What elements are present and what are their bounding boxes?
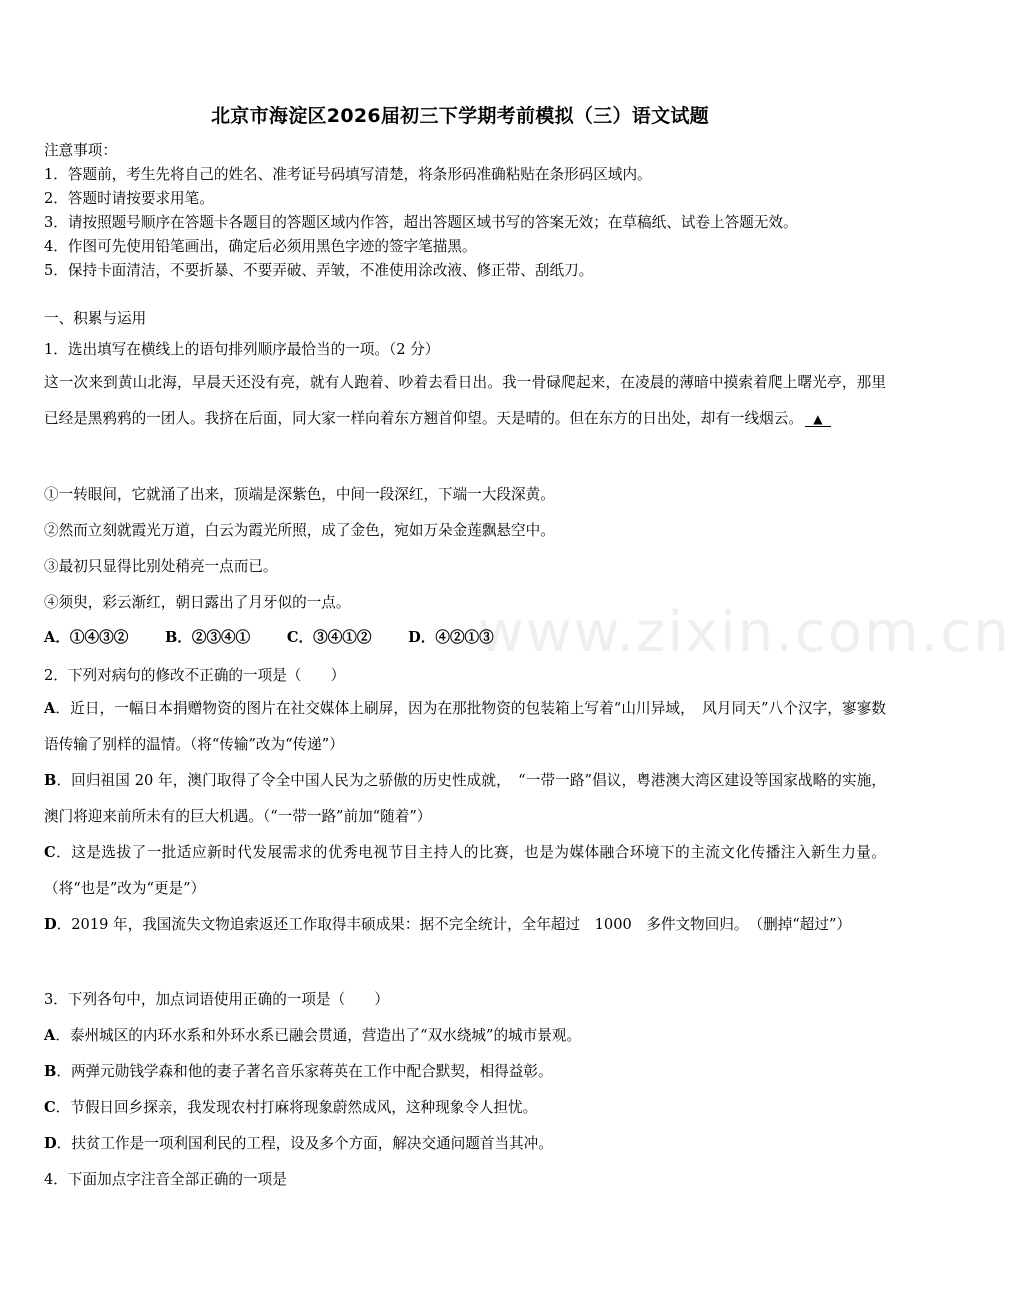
q1-stem: 1．选出填写在横线上的语句排列顺序最恰当的一项。（2 分） bbox=[44, 341, 440, 358]
q2-option-d[interactable]: D．2019 年，我国流失文物追索返还工作取得丰硕成果：据不完全统计，全年超过 1000 多件文物回归。 （删掉“超过”） bbox=[44, 916, 851, 933]
q3-option-b[interactable]: B．两弹元勋钱学森和他的妻子著名音乐家蒋英在工作中配合默契，相得益彰。 bbox=[44, 1063, 553, 1080]
notice-item-5: 5．保持卡面清洁，不要折暴、不要弄破、弄皱，不准使用涂改液、修正带、刮纸刀。 bbox=[44, 262, 594, 279]
q3-stem: 3．下列各句中，加点词语使用正确的一项是（ ） bbox=[44, 991, 389, 1008]
q1-passage-text: 这一次来到黄山北海，早晨天还没有亮，就有人跑着、吵着去看日出。我一骨碌爬起来，在凌晨的薄暗中摸索着爬上曙光亭，那里已经是黑鸦鸦的一团人。我挤在后面，同大家一样向着东方翘首仰望。天是晴的。但在东方的日出处，却有一线烟云。 bbox=[44, 374, 886, 427]
q3-option-a[interactable]: A．泰州城区的内环水系和外环水系已融会贯通，营造出了“双水绕城”的城市景观。 bbox=[44, 1027, 582, 1044]
q3-option-d[interactable]: D．扶贫工作是一项利国利民的工程，设及多个方面，解决交通问题首当其冲。 bbox=[44, 1135, 553, 1152]
notice-item-1: 1．答题前，考生先将自己的姓名、准考证号码填写清楚，将条形码准确粘贴在条形码区域内。 bbox=[44, 166, 652, 183]
notice-item-3: 3．请按照题号顺序在答题卡各题目的答题区域内作答，超出答题区域书写的答案无效；在草稿纸、试卷上答题无效。 bbox=[44, 214, 798, 231]
q1-option-c[interactable]: C．③④①② bbox=[286, 629, 372, 646]
q1-sentence-3: ③最初只显得比别处稍亮一点而已。 bbox=[44, 558, 278, 575]
q4-stem: 4．下面加点字注音全部正确的一项是 bbox=[44, 1171, 287, 1188]
section-heading: 一、积累与运用 bbox=[44, 310, 147, 327]
notice-item-2: 2．答题时请按要求用笔。 bbox=[44, 190, 214, 207]
q1-options bbox=[44, 626, 526, 647]
q1-passage bbox=[44, 365, 886, 437]
q3-option-c[interactable]: C．节假日回乡探亲，我发现农村打麻将现象蔚然成风，这种现象令人担忧。 bbox=[44, 1099, 538, 1116]
notice-heading: 注意事项： bbox=[44, 142, 117, 159]
page-title: 北京市海淀区2026届初三下学期考前模拟（三）语文试题 bbox=[211, 105, 709, 127]
q1-option-a[interactable]: A．①④③② bbox=[44, 629, 129, 646]
q2-option-c[interactable]: C．这是选拔了一批适应新时代发展需求的优秀电视节目主持人的比赛，也是为媒体融合环境下的主流文化传播注入新生力量。（将“也是”改为“更是”） bbox=[44, 844, 886, 897]
q2-option-b[interactable]: B．回归祖国 20 年，澳门取得了令全中国人民为之骄傲的历史性成就， “一带一路”倡议，粤港澳大湾区建设等国家战略的实施，澳门将迎来前所未有的巨大机遇。（“一带一路”前加“随着”） bbox=[44, 772, 886, 825]
q1-sentence-2: ②然而立刻就霞光万道，白云为霞光所照，成了金色，宛如万朵金莲飘悬空中。 bbox=[44, 522, 555, 539]
q1-sentence-4: ④须臾，彩云渐红，朝日露出了月牙似的一点。 bbox=[44, 594, 351, 611]
q1-option-b[interactable]: B．②③④① bbox=[164, 629, 251, 646]
q1-option-d[interactable]: D．④②①③ bbox=[408, 629, 494, 646]
answer-blank: ▲ bbox=[805, 412, 831, 427]
q2-stem: 2．下列对病句的修改不正确的一项是（ ） bbox=[44, 667, 346, 684]
notice-item-4: 4．作图可先使用铅笔画出，确定后必须用黑色字迹的签字笔描黑。 bbox=[44, 238, 477, 255]
q1-sentence-1: ①一转眼间，它就涌了出来，顶端是深紫色，中间一段深红，下端一大段深黄。 bbox=[44, 486, 555, 503]
q2-option-a[interactable]: A．近日，一幅日本捐赠物资的图片在社交媒体上刷屏，因为在那批物资的包装箱上写着“山川异域， 风月同天”八个汉字，寥寥数语传输了别样的温情。（将“传输”改为“传递”） bbox=[44, 700, 886, 753]
watermark: www.zixin.com.cn bbox=[478, 600, 1011, 665]
